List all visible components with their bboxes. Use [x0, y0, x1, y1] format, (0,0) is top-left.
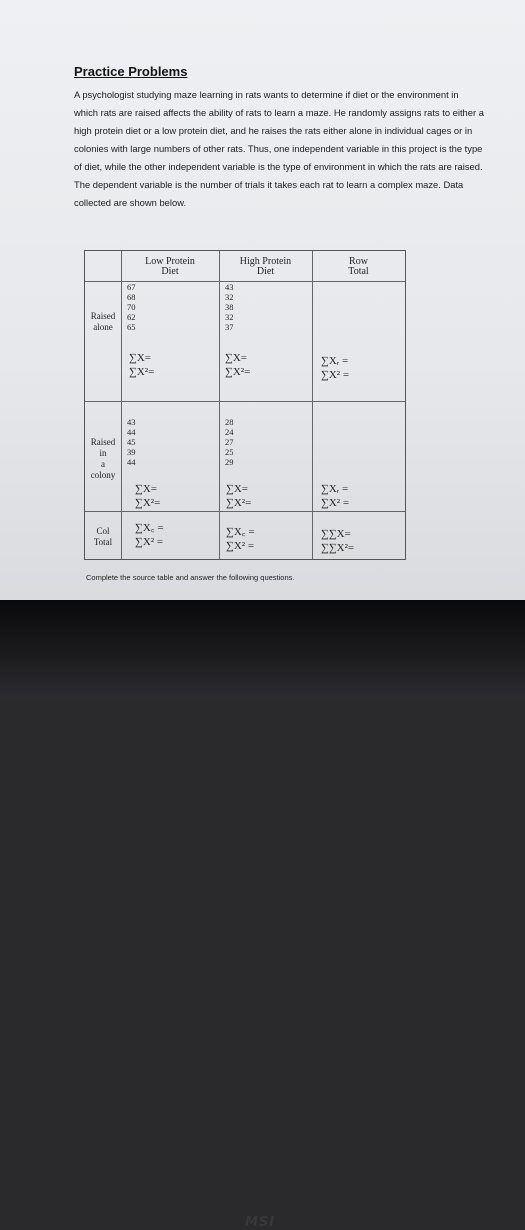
data-value: 27: [225, 437, 234, 447]
data-value: 38: [225, 302, 234, 312]
sum-formula: ∑X=: [225, 352, 247, 364]
row-label-line: colony: [90, 470, 116, 480]
header-line: High Protein: [239, 256, 292, 267]
data-value: 37: [225, 322, 234, 332]
row-label-line: Col: [96, 526, 110, 536]
instruction-caption: Complete the source table and answer the following questions.: [86, 573, 295, 582]
low-col-total-sums: [135, 521, 164, 549]
data-value: 45: [127, 437, 136, 447]
sum-formula: ∑X² =: [135, 536, 164, 548]
data-value: 43: [225, 282, 234, 292]
low-colony-values: [127, 417, 136, 467]
row-label-raised-alone: [85, 311, 121, 333]
sum-formula: ∑X=: [129, 352, 151, 364]
sum-formula: ∑X²=: [135, 497, 161, 509]
sum-formula: ∑X² =: [321, 369, 350, 381]
high-alone-sums: [225, 351, 250, 379]
header-line: Row: [349, 256, 368, 267]
data-value: 25: [225, 447, 234, 457]
data-value: 65: [127, 322, 136, 332]
sum-formula: ∑X=: [226, 483, 248, 495]
row-label-line: Total: [93, 537, 113, 547]
low-alone-sums: [129, 351, 154, 379]
row-label-line: Raised: [90, 437, 116, 447]
sum-formula: ∑X² =: [321, 497, 350, 509]
sum-formula: ∑∑X²=: [321, 542, 355, 554]
header-row-total: [312, 257, 405, 277]
data-value: 24: [225, 427, 234, 437]
header-line: Total: [348, 266, 369, 277]
sum-formula: ∑∑X=: [321, 528, 351, 540]
high-colony-sums: [226, 482, 251, 510]
data-value: 39: [127, 447, 136, 457]
header-line: Diet: [161, 266, 179, 277]
row-label-line: Raised: [90, 311, 116, 321]
data-table: [84, 250, 406, 560]
data-value: 44: [127, 427, 136, 437]
sum-formula: ∑Xᵣ =: [321, 483, 349, 495]
document-page: [0, 0, 525, 600]
data-value: 43: [127, 417, 136, 427]
table-divider: [121, 251, 122, 559]
high-colony-values: [225, 417, 234, 467]
monitor-bezel: [0, 600, 525, 1230]
data-value: 70: [127, 302, 136, 312]
row-colony-total-sums: [321, 482, 349, 510]
low-alone-values: [127, 282, 136, 332]
data-value: 32: [225, 292, 234, 302]
low-colony-sums: [135, 482, 160, 510]
data-value: 67: [127, 282, 136, 292]
row-label-raised-in-colony: [85, 437, 121, 481]
high-col-total-sums: [226, 525, 255, 553]
data-value: 44: [127, 457, 136, 467]
header-low-protein: [121, 257, 219, 277]
problem-paragraph: A psychologist studying maze learning in rats wants to determine if diet or the environment in which rats are raised affects the ability of rats to learn a maze. He randomly assigns rats to either a high protein diet or a low protein diet, and he raises the rats either alone in individual cages or in colonies with large numbers of other rats. Thus, one independent variable in this project is the type of diet, while the other independent variable is the type of environment in which the rats are raised. The dependent variable is the number of trials it takes each rat to learn a complex maze. Data collected are shown below.: [74, 89, 484, 208]
sum-formula: ∑X² =: [226, 540, 255, 552]
row-label-col-total: [85, 526, 121, 548]
header-line: Low Protein: [145, 256, 195, 267]
table-divider: [85, 511, 405, 512]
data-value: 68: [127, 292, 136, 302]
sum-formula: ∑X꜀ =: [135, 522, 164, 534]
row-label-line: a: [101, 459, 105, 469]
monitor-brand-logo: MSI: [245, 1215, 276, 1230]
grand-total-sums: [321, 527, 354, 555]
sum-formula: ∑Xᵣ =: [321, 355, 349, 367]
data-value: 28: [225, 417, 234, 427]
sum-formula: ∑X²=: [226, 497, 252, 509]
sum-formula: ∑X=: [135, 483, 157, 495]
data-value: 62: [127, 312, 136, 322]
data-value: 32: [225, 312, 234, 322]
row-alone-total-sums: [321, 354, 349, 382]
heading: Practice Problems: [74, 64, 188, 79]
row-label-line: in: [99, 448, 107, 458]
sum-formula: ∑X²=: [129, 366, 155, 378]
header-high-protein: [219, 257, 312, 277]
table-divider: [85, 401, 405, 402]
sum-formula: ∑X꜀ =: [226, 526, 255, 538]
data-value: 29: [225, 457, 234, 467]
header-line: Diet: [256, 266, 275, 277]
table-divider: [219, 251, 220, 559]
row-label-line: alone: [93, 322, 113, 332]
high-alone-values: [225, 282, 234, 332]
sum-formula: ∑X²=: [225, 366, 251, 378]
table-divider: [312, 251, 313, 559]
